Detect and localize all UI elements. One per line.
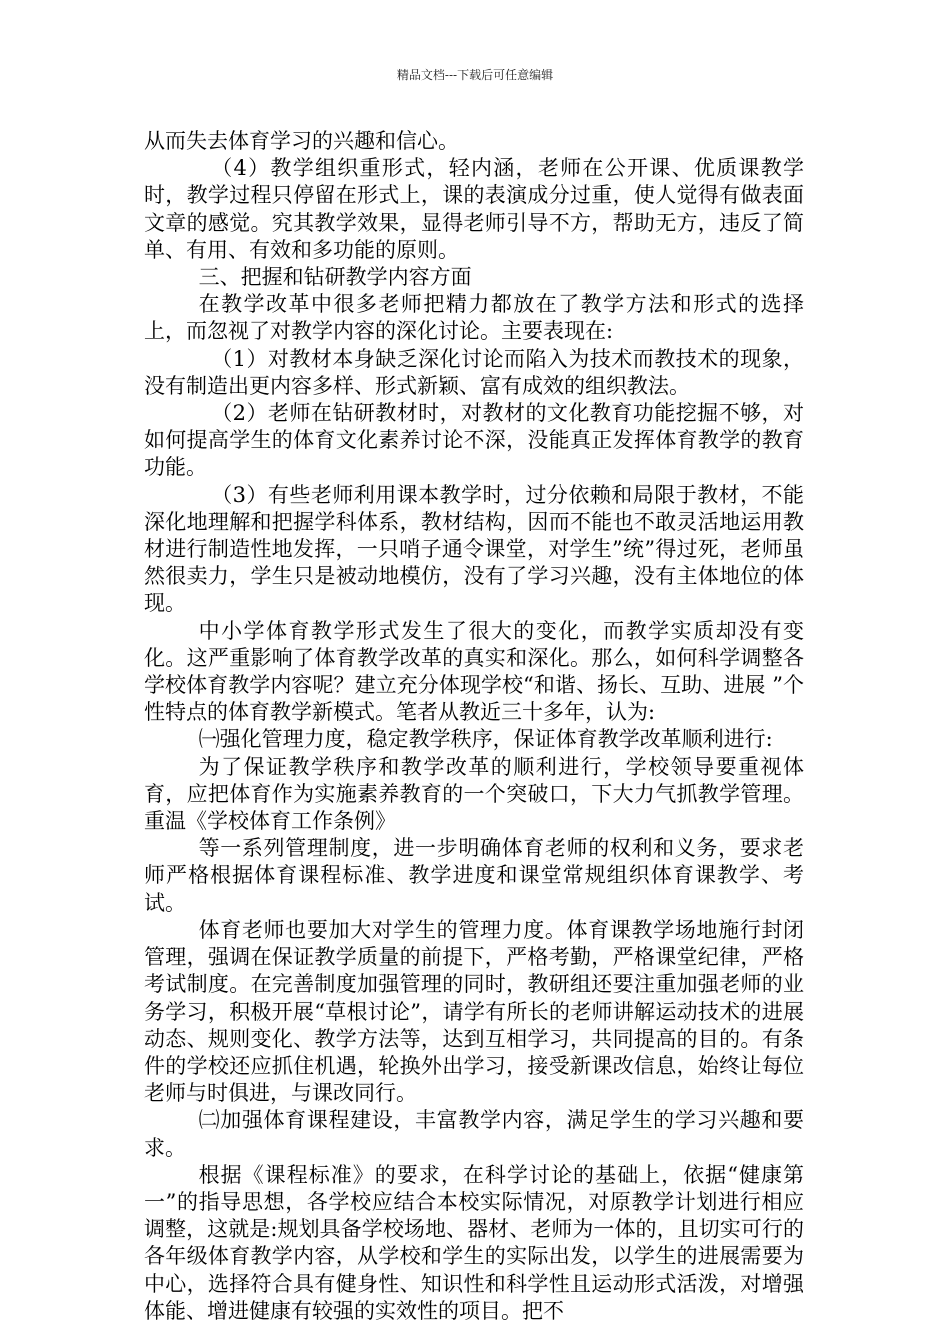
document-body — [144, 128, 804, 1325]
section-heading: 三、把握和钻研教学内容方面 — [198, 265, 472, 290]
paragraph: ㈡加强体育课程建设，丰富教学内容，满足学生的学习兴趣和要求。 — [144, 1108, 804, 1160]
paragraph: 中小学体育教学形式发生了很大的变化，而教学实质却没有变化。这严重影响了体育教学改革的真实和深化。那么，如何科学调整各学校体育教学内容呢？建立充分体现学校“和谐、扬长、互助、进展 ”个性特点的体育教学新模式。笔者从教近三十多年，认为: — [144, 618, 804, 725]
paragraph: 根据《课程标准》的要求，在科学讨论的基础上，依据“健康第一”的指导思想，各学校应结合本校实际情况，对原教学计划进行相应调整，这就是:规划具备学校场地、器材、老师为一体的，且切实可行的各年级体育教学内容，从学校和学生的实际出发，以学生的进展需要为中心，选择符合具有健身性、知识性和科学性且运动形式活泼，对增强体能、增进健康有较强的实效性的项目。把不 — [144, 1162, 804, 1323]
paragraph: 等一系列管理制度，进一步明确体育老师的权利和义务，要求老师严格根据体育课程标准、教学进度和课堂常规组织体育课教学、考试。 — [144, 836, 804, 915]
paragraph: （2）老师在钻研教材时，对教材的文化教育功能挖掘不够，对如何提高学生的体育文化素养讨论不深，没能真正发挥体育教学的教育功能。 — [144, 401, 804, 480]
paragraph: （3）有些老师利用课本教学时，过分依赖和局限于教材，不能深化地理解和把握学科体系，教材结构，因而不能也不敢灵活地运用教材进行制造性地发挥，一只哨子通令课堂，对学生”统”得过死，老师虽然很卖力，学生只是被动地模仿，没有了学习兴趣，没有主体地位的体现。 — [144, 482, 804, 616]
paragraph: （1）对教材本身缺乏深化讨论而陷入为技术而教技术的现象，没有制造出更内容多样、形式新颖、富有成效的组织教法。 — [144, 346, 804, 398]
paragraph: ㈠强化管理力度，稳定教学秩序，保证体育教学改革顺利进行: — [198, 727, 773, 752]
paragraph: 从而失去体育学习的兴趣和信心。 — [144, 129, 459, 153]
paragraph: 在教学改革中很多老师把精力都放在了教学方法和形式的选择上，而忽视了对教学内容的深化讨论。主要表现在: — [144, 292, 804, 344]
page-header: 精品文档---下载后可任意编辑 — [396, 68, 554, 82]
paragraph: 为了保证教学秩序和教学改革的顺利进行，学校领导要重视体育，应把体育作为实施素养教育的一个突破口，下大力气抓教学管理。重温《学校体育工作条例》 — [144, 754, 804, 834]
paragraph: （4）教学组织重形式，轻内涵，老师在公开课、优质课教学时，教学过程只停留在形式上，课的表演成分过重，使人觉得有做表面文章的感觉。究其教学效果，显得老师引导不方，帮助无方，违反了简单、有用、有效和多功能的原则。 — [144, 156, 804, 262]
paragraph: 体育老师也要加大对学生的管理力度。体育课教学场地施行封闭管理，强调在保证教学质量的前提下，严格考勤，严格课堂纪律，严格考试制度。在完善制度加强管理的同时，教研组还要注重加强老师的业务学习，积极开展“草根讨论”，请学有所长的老师讲解运动技术的进展动态、规则变化、教学方法等，达到互相学习，共同提高的目的。有条件的学校还应抓住机遇，轮换外出学习，接受新课改信息，始终让每位老师与时俱进，与课改同行。 — [144, 917, 804, 1106]
